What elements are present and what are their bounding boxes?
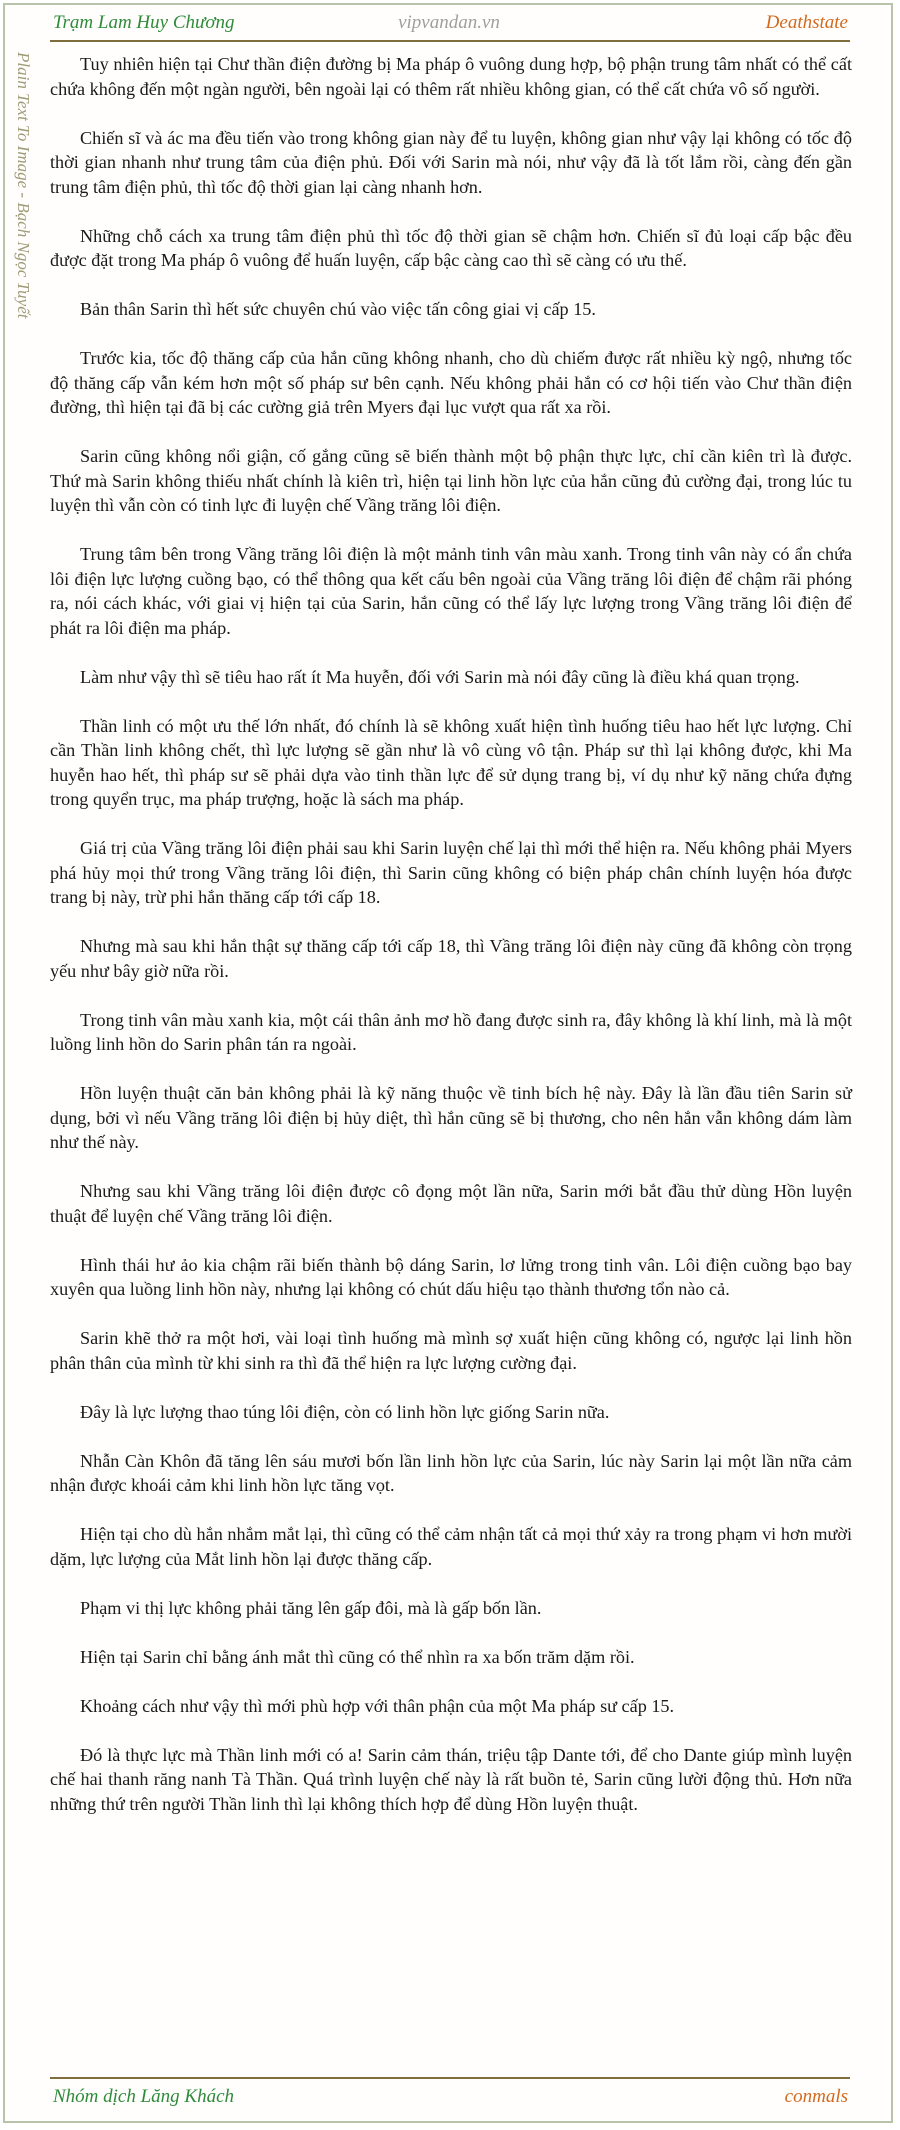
paragraph: Đây là lực lượng thao túng lôi điện, còn có linh hồn lực giống Sarin nữa. [80,1401,610,1422]
paragraph: Nhẫn Càn Khôn đã tăng lên sáu mươi bốn lần linh hồn lực của Sarin, lúc này Sarin lại một lần nữa cảm nhận được khoái cảm khi linh hồn lực tăng vọt. [50,1450,852,1495]
paragraph: Phạm vi thị lực không phải tăng lên gấp đôi, mà là gấp bốn lần. [80,1597,542,1618]
paragraph: Hồn luyện thuật căn bản không phải là kỹ năng thuộc về tinh bích hệ này. Đây là lần đầu tiên Sarin sử dụng, bởi vì nếu Vầng trăng lôi điện bị hủy diệt, thì hắn cũng sẽ bị thương, cho nên hắn vẫn không dám làm như thế này. [50,1083,852,1152]
paragraph: Trước kia, tốc độ thăng cấp của hắn cũng không nhanh, cho dù chiếm được rất nhiều kỳ ngộ, nhưng tốc độ thăng cấp vẫn kém hơn một số pháp sư bên cạnh. Nếu không phải hắn có cơ hội tiến vào Chư thần điện đường, thì hiện tại đã bị các cường giả trên Myers đại lục vượt qua rất xa rồi. [50,348,852,417]
paragraph: Đó là thực lực mà Thần linh mới có a! Sarin cảm thán, triệu tập Dante tới, để cho Dante giúp mình luyện chế hai thanh răng nanh Tà Thần. Quá trình luyện chế này là rất buồn tẻ, Sarin cũng lười động thủ. Hơn nữa những thứ trên người Thần linh thì lại không thích hợp để dùng Hồn luyện thuật. [50,1744,852,1814]
paragraph: Chiến sĩ và ác ma đều tiến vào trong không gian này để tu luyện, không gian như vậy lại không có tốc độ thời gian nhanh như trung tâm của điện phủ. Đối với Sarin mà nói, như vậy đã là tốt lắm rồi, càng đến gần trung tâm điện phủ, thì tốc độ thời gian lại càng nhanh hơn. [50,127,852,197]
paragraph: Hiện tại Sarin chỉ bằng ánh mắt thì cũng có thể nhìn ra xa bốn trăm dặm rồi. [80,1646,635,1667]
paragraph: Giá trị của Vầng trăng lôi điện phải sau khi Sarin luyện chế lại thì mới thể hiện ra. Nếu không phải Myers phá hủy mọi thứ trong Vầng trăng lôi điện, thì Sarin cũng không có biện pháp chân chính luyện hóa được trang bị này, trừ phi hắn thăng cấp tới cấp 18. [50,838,852,907]
side-watermark: Plain Text To Image - Bạch Ngọc Tuyết [14,52,33,319]
paragraph: Hiện tại cho dù hắn nhắm mắt lại, thì cũng có thể cảm nhận tất cả mọi thứ xảy ra trong phạm vi hơn mười dặm, lực lượng của Mắt linh hồn lại được thăng cấp. [50,1524,852,1569]
paragraph: Bản thân Sarin thì hết sức chuyên chú vào việc tấn công giai vị cấp 15. [80,299,596,319]
paragraph: Nhưng mà sau khi hắn thật sự thăng cấp tới cấp 18, thì Vầng trăng lôi điện này cũng đã không còn trọng yếu như bây giờ nữa rồi. [50,936,852,981]
footer-translator-credit: Nhóm dịch Lăng Khách [53,2086,235,2107]
paragraph: Sarin khẽ thở ra một hơi, vài loại tình huống mà mình sợ xuất hiện cũng không có, ngược lại linh hồn phân thân của mình từ khi sinh ra thì đã thể hiện ra lực lượng cường đại. [50,1328,852,1373]
paragraph: Thần linh có một ưu thế lớn nhất, đó chính là sẽ không xuất hiện tình huống tiêu hao hết lực lượng. Chỉ cần Thần linh không chết, thì lực lượng sẽ gần như là vô cùng vô tận. Pháp sư thì lại không được, khi Ma huyễn hao hết, thì pháp sư sẽ phải dựa vào tinh thần lực để sử dụng trang bị, ví dụ như kỹ năng chứa đựng trong quyển trục, ma pháp trượng, hoặc là sách ma pháp. [50,715,852,809]
page-footer [50,2084,848,2114]
paragraph: Làm như vậy thì sẽ tiêu hao rất ít Ma huyễn, đối với Sarin mà nói đây cũng là điều khá quan trọng. [80,666,800,687]
paragraph: Tuy nhiên hiện tại Chư thần điện đường bị Ma pháp ô vuông dung hợp, bộ phận trung tâm nhất có thể cất chứa không đến một ngàn người, bên ngoài lại có thêm rất nhiều không gian, có thể cất chứa vô số người. [50,54,852,99]
header-book-title: Trạm Lam Huy Chương [53,12,235,33]
page-header [50,10,848,44]
footer-divider [50,2077,850,2079]
chapter-text [50,52,852,1841]
footer-editor-credit: conmals [784,2086,848,2107]
paragraph: Nhưng sau khi Vầng trăng lôi điện được cô đọng một lần nữa, Sarin mới bắt đầu thử dùng Hồn luyện thuật để luyện chế Vầng trăng lôi điện. [50,1181,852,1226]
paragraph: Những chỗ cách xa trung tâm điện phủ thì tốc độ thời gian sẽ chậm hơn. Chiến sĩ đủ loại cấp bậc đều được đặt trong Ma pháp ô vuông để huấn luyện, cấp bậc càng cao thì sẽ càng có ưu thế. [50,225,852,270]
paragraph: Khoảng cách như vậy thì mới phù hợp với thân phận của một Ma pháp sư cấp 15. [80,1695,675,1716]
paragraph: Trung tâm bên trong Vầng trăng lôi điện là một mảnh tinh vân màu xanh. Trong tinh vân này có ẩn chứa lôi điện lực lượng cuồng bạo, có thể thông qua kết cấu bên ngoài của Vầng trăng lôi điện để chậm rãi phóng ra, nói cách khác, với giai vị hiện tại của Sarin, hắn cũng có thể lấy lực lượng trong Vầng trăng lôi điện để phát ra lôi điện ma pháp. [50,544,852,638]
paragraph: Hình thái hư ảo kia chậm rãi biến thành bộ dáng Sarin, lơ lửng trong tinh vân. Lôi điện cuồng bạo bay xuyên qua luồng linh hồn này, nhưng lại không có chút dấu hiệu tạo thành thương tổn nào cả. [50,1254,852,1299]
paragraph: Sarin cũng không nổi giận, cố gắng cũng sẽ biến thành một bộ phận thực lực, chỉ cần kiên trì là được. Thứ mà Sarin không thiếu nhất chính là kiên trì, hiện tại linh hồn lực của hắn cũng đủ cường đại, trong lúc tu luyện thì vẫn còn có tinh lực đi luyện chế Vầng trăng lôi điện. [50,446,852,515]
header-divider [50,40,850,42]
header-site-name: vipvandan.vn [398,12,500,33]
paragraph: Trong tinh vân màu xanh kia, một cái thân ảnh mơ hồ đang được sinh ra, đây không là khí linh, mà là một luồng linh hồn do Sarin phân tán ra ngoài. [50,1009,852,1054]
header-author: Deathstate [765,12,848,33]
